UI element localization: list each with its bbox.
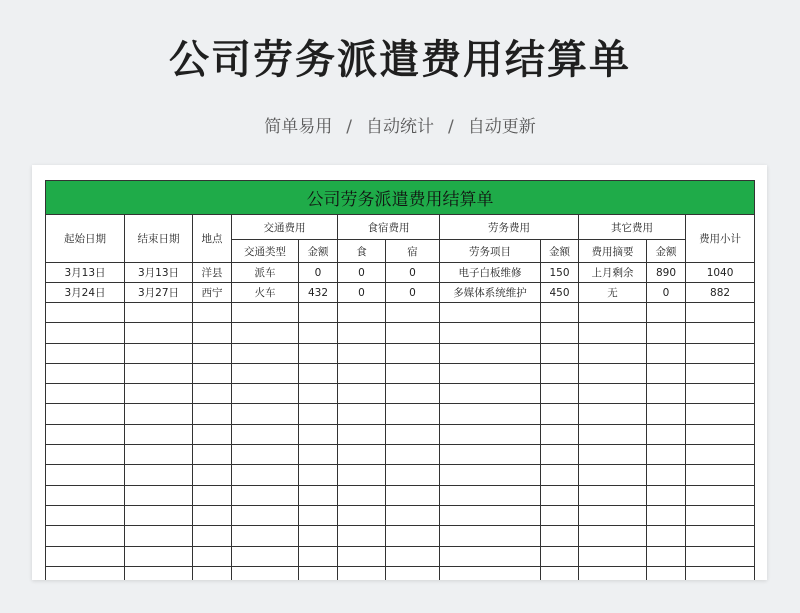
empty-cell[interactable] (440, 485, 541, 505)
empty-cell[interactable] (541, 343, 579, 363)
empty-cell[interactable] (338, 303, 386, 323)
header-transport-type[interactable]: 交通类型 (232, 240, 299, 263)
empty-cell[interactable] (232, 384, 299, 404)
empty-cell[interactable] (686, 526, 755, 546)
empty-cell[interactable] (579, 445, 647, 465)
empty-cell[interactable] (299, 546, 338, 566)
empty-cell[interactable] (299, 363, 338, 383)
empty-cell[interactable] (193, 363, 232, 383)
empty-cell[interactable] (647, 303, 686, 323)
empty-cell[interactable] (232, 526, 299, 546)
empty-cell[interactable] (338, 404, 386, 424)
empty-cell[interactable] (125, 303, 193, 323)
empty-cell[interactable] (386, 485, 440, 505)
cell-start-date[interactable]: 3月13日 (46, 263, 125, 283)
empty-cell[interactable] (125, 566, 193, 580)
empty-cell[interactable] (299, 343, 338, 363)
empty-cell[interactable] (125, 526, 193, 546)
empty-cell[interactable] (193, 343, 232, 363)
empty-cell[interactable] (46, 363, 125, 383)
empty-row (46, 485, 755, 505)
empty-row (46, 424, 755, 444)
header-lodging[interactable]: 宿 (386, 240, 440, 263)
empty-cell[interactable] (686, 404, 755, 424)
empty-cell[interactable] (386, 303, 440, 323)
empty-cell[interactable] (579, 546, 647, 566)
empty-cell[interactable] (647, 485, 686, 505)
empty-cell[interactable] (440, 384, 541, 404)
empty-cell[interactable] (299, 404, 338, 424)
empty-cell[interactable] (579, 363, 647, 383)
header-food[interactable]: 食 (338, 240, 386, 263)
empty-cell[interactable] (579, 526, 647, 546)
empty-cell[interactable] (386, 323, 440, 343)
empty-cell[interactable] (440, 343, 541, 363)
empty-cell[interactable] (46, 323, 125, 343)
header-board-group[interactable]: 食宿费用 (338, 215, 440, 240)
empty-cell[interactable] (299, 465, 338, 485)
header-transport-group[interactable]: 交通费用 (232, 215, 338, 240)
cell-end-date[interactable]: 3月13日 (125, 263, 193, 283)
empty-cell[interactable] (386, 465, 440, 485)
empty-cell[interactable] (541, 303, 579, 323)
empty-cell[interactable] (647, 546, 686, 566)
empty-cell[interactable] (232, 404, 299, 424)
empty-cell[interactable] (299, 526, 338, 546)
empty-cell[interactable] (579, 566, 647, 580)
cell-lodging[interactable]: 0 (386, 283, 440, 303)
empty-row (46, 526, 755, 546)
empty-cell[interactable] (299, 566, 338, 580)
cell-start-date[interactable]: 3月24日 (46, 283, 125, 303)
empty-cell[interactable] (579, 465, 647, 485)
empty-cell[interactable] (386, 343, 440, 363)
empty-cell[interactable] (232, 303, 299, 323)
cell-labor-item[interactable]: 多媒体系统维护 (440, 283, 541, 303)
empty-cell[interactable] (579, 424, 647, 444)
empty-cell[interactable] (338, 363, 386, 383)
empty-row (46, 445, 755, 465)
empty-cell[interactable] (386, 363, 440, 383)
empty-cell[interactable] (338, 384, 386, 404)
empty-cell[interactable] (46, 465, 125, 485)
empty-cell[interactable] (647, 323, 686, 343)
empty-cell[interactable] (647, 526, 686, 546)
cell-food[interactable]: 0 (338, 283, 386, 303)
empty-cell[interactable] (686, 343, 755, 363)
header-location[interactable]: 地点 (193, 215, 232, 263)
empty-cell[interactable] (541, 526, 579, 546)
empty-cell[interactable] (579, 485, 647, 505)
empty-cell[interactable] (686, 465, 755, 485)
empty-cell[interactable] (338, 546, 386, 566)
empty-cell[interactable] (579, 505, 647, 525)
empty-cell[interactable] (541, 485, 579, 505)
cell-labor-item[interactable]: 电子白板维修 (440, 263, 541, 283)
empty-row (46, 465, 755, 485)
empty-cell[interactable] (125, 404, 193, 424)
empty-cell[interactable] (541, 566, 579, 580)
empty-cell[interactable] (299, 485, 338, 505)
empty-cell[interactable] (46, 526, 125, 546)
empty-cell[interactable] (541, 505, 579, 525)
empty-cell[interactable] (386, 424, 440, 444)
empty-cell[interactable] (125, 546, 193, 566)
empty-cell[interactable] (386, 505, 440, 525)
empty-cell[interactable] (193, 384, 232, 404)
empty-cell[interactable] (299, 303, 338, 323)
empty-cell[interactable] (193, 566, 232, 580)
empty-cell[interactable] (193, 445, 232, 465)
cell-transport-amount[interactable]: 0 (299, 263, 338, 283)
empty-cell[interactable] (541, 363, 579, 383)
empty-row (46, 343, 755, 363)
empty-cell[interactable] (193, 404, 232, 424)
empty-cell[interactable] (46, 485, 125, 505)
empty-cell[interactable] (541, 384, 579, 404)
cell-subtotal[interactable]: 1040 (686, 263, 755, 283)
empty-cell[interactable] (541, 546, 579, 566)
cell-end-date[interactable]: 3月27日 (125, 283, 193, 303)
empty-cell[interactable] (440, 363, 541, 383)
empty-cell[interactable] (440, 323, 541, 343)
empty-cell[interactable] (46, 303, 125, 323)
subtitle-easy: 简单易用 (264, 117, 333, 137)
empty-cell[interactable] (125, 343, 193, 363)
empty-cell[interactable] (579, 404, 647, 424)
sheet-title-banner[interactable]: 公司劳务派遣费用结算单 (46, 181, 755, 215)
empty-cell[interactable] (46, 566, 125, 580)
empty-cell[interactable] (125, 424, 193, 444)
empty-cell[interactable] (299, 323, 338, 343)
cell-lodging[interactable]: 0 (386, 263, 440, 283)
empty-cell[interactable] (647, 404, 686, 424)
cell-other-amount[interactable]: 890 (647, 263, 686, 283)
cell-food[interactable]: 0 (338, 263, 386, 283)
empty-cell[interactable] (193, 505, 232, 525)
empty-cell[interactable] (647, 384, 686, 404)
empty-cell[interactable] (299, 445, 338, 465)
cell-other-summary[interactable]: 上月剩余 (579, 263, 647, 283)
empty-cell[interactable] (232, 363, 299, 383)
empty-cell[interactable] (686, 485, 755, 505)
empty-cell[interactable] (386, 526, 440, 546)
empty-cell[interactable] (125, 363, 193, 383)
empty-cell[interactable] (386, 445, 440, 465)
cell-transport-type[interactable]: 火车 (232, 283, 299, 303)
empty-cell[interactable] (46, 424, 125, 444)
empty-cell[interactable] (46, 445, 125, 465)
empty-cell[interactable] (386, 566, 440, 580)
empty-cell[interactable] (299, 384, 338, 404)
empty-cell[interactable] (338, 445, 386, 465)
empty-cell[interactable] (299, 424, 338, 444)
empty-cell[interactable] (686, 505, 755, 525)
empty-cell[interactable] (232, 323, 299, 343)
empty-cell[interactable] (647, 465, 686, 485)
empty-cell[interactable] (686, 546, 755, 566)
header-other-amount[interactable]: 金额 (647, 240, 686, 263)
header-start-date[interactable]: 起始日期 (46, 215, 125, 263)
cell-subtotal[interactable]: 882 (686, 283, 755, 303)
empty-cell[interactable] (338, 465, 386, 485)
empty-cell[interactable] (440, 404, 541, 424)
empty-cell[interactable] (440, 424, 541, 444)
cell-transport-amount[interactable]: 432 (299, 283, 338, 303)
empty-cell[interactable] (541, 404, 579, 424)
empty-row (46, 404, 755, 424)
empty-cell[interactable] (386, 546, 440, 566)
empty-cell[interactable] (440, 465, 541, 485)
empty-row (46, 384, 755, 404)
empty-cell[interactable] (338, 424, 386, 444)
empty-cell[interactable] (440, 526, 541, 546)
empty-cell[interactable] (193, 424, 232, 444)
subtitle-separator: / (346, 117, 352, 137)
header-transport-amount[interactable]: 金额 (299, 240, 338, 263)
empty-cell[interactable] (686, 303, 755, 323)
empty-cell[interactable] (440, 566, 541, 580)
empty-cell[interactable] (232, 485, 299, 505)
empty-cell[interactable] (579, 323, 647, 343)
empty-cell[interactable] (232, 546, 299, 566)
empty-cell[interactable] (647, 424, 686, 444)
empty-cell[interactable] (125, 465, 193, 485)
empty-cell[interactable] (579, 303, 647, 323)
header-end-date[interactable]: 结束日期 (125, 215, 193, 263)
empty-cell[interactable] (232, 424, 299, 444)
empty-cell[interactable] (125, 445, 193, 465)
settlement-table (45, 180, 755, 580)
empty-row (46, 303, 755, 323)
empty-cell[interactable] (46, 384, 125, 404)
empty-cell[interactable] (579, 343, 647, 363)
empty-cell[interactable] (647, 363, 686, 383)
cell-location[interactable]: 洋县 (193, 263, 232, 283)
empty-cell[interactable] (299, 505, 338, 525)
empty-cell[interactable] (686, 323, 755, 343)
empty-cell[interactable] (440, 445, 541, 465)
empty-rows (46, 303, 755, 581)
cell-location[interactable]: 西宁 (193, 283, 232, 303)
header-labor-group[interactable]: 劳务费用 (440, 215, 579, 240)
empty-cell[interactable] (338, 485, 386, 505)
empty-cell[interactable] (440, 505, 541, 525)
empty-cell[interactable] (647, 343, 686, 363)
empty-cell[interactable] (647, 566, 686, 580)
empty-cell[interactable] (686, 445, 755, 465)
empty-cell[interactable] (193, 303, 232, 323)
empty-cell[interactable] (193, 526, 232, 546)
cell-labor-amount[interactable]: 150 (541, 263, 579, 283)
empty-cell[interactable] (647, 505, 686, 525)
empty-cell[interactable] (232, 445, 299, 465)
empty-cell[interactable] (125, 384, 193, 404)
cell-other-summary[interactable]: 无 (579, 283, 647, 303)
empty-row (46, 505, 755, 525)
empty-cell[interactable] (232, 343, 299, 363)
empty-cell[interactable] (232, 505, 299, 525)
empty-cell[interactable] (338, 526, 386, 546)
header-labor-amount[interactable]: 金额 (541, 240, 579, 263)
empty-cell[interactable] (440, 546, 541, 566)
page-title: 公司劳务派遣费用结算单 (169, 37, 631, 83)
empty-cell[interactable] (46, 505, 125, 525)
empty-cell[interactable] (232, 465, 299, 485)
empty-cell[interactable] (193, 323, 232, 343)
empty-cell[interactable] (647, 445, 686, 465)
empty-row (46, 363, 755, 383)
subtitle (0, 112, 800, 137)
spreadsheet-card (32, 165, 767, 580)
empty-cell[interactable] (541, 465, 579, 485)
empty-cell[interactable] (541, 323, 579, 343)
empty-cell[interactable] (579, 384, 647, 404)
cell-transport-type[interactable]: 派车 (232, 263, 299, 283)
header-other-group[interactable]: 其它费用 (579, 215, 686, 240)
empty-cell[interactable] (193, 465, 232, 485)
cell-other-amount[interactable]: 0 (647, 283, 686, 303)
empty-cell[interactable] (125, 323, 193, 343)
empty-cell[interactable] (193, 546, 232, 566)
header-subtotal[interactable]: 费用小计 (686, 215, 755, 263)
empty-row (46, 323, 755, 343)
table-row (46, 263, 755, 283)
empty-cell[interactable] (338, 505, 386, 525)
cell-labor-amount[interactable]: 450 (541, 283, 579, 303)
empty-cell[interactable] (193, 485, 232, 505)
empty-cell[interactable] (686, 363, 755, 383)
empty-cell[interactable] (232, 566, 299, 580)
empty-cell[interactable] (686, 384, 755, 404)
header-other-summary[interactable]: 费用摘要 (579, 240, 647, 263)
empty-cell[interactable] (338, 323, 386, 343)
table-row (46, 283, 755, 303)
empty-cell[interactable] (686, 566, 755, 580)
subtitle-auto-update: 自动更新 (467, 117, 536, 137)
empty-cell[interactable] (541, 445, 579, 465)
empty-cell[interactable] (386, 404, 440, 424)
empty-cell[interactable] (686, 424, 755, 444)
subtitle-auto-stats: 自动统计 (366, 117, 434, 137)
empty-cell[interactable] (46, 546, 125, 566)
empty-cell[interactable] (125, 505, 193, 525)
empty-cell[interactable] (46, 343, 125, 363)
subtitle-separator: / (448, 117, 454, 137)
empty-row (46, 546, 755, 566)
empty-cell[interactable] (386, 384, 440, 404)
empty-cell[interactable] (46, 404, 125, 424)
header-labor-item[interactable]: 劳务项目 (440, 240, 541, 263)
empty-cell[interactable] (125, 485, 193, 505)
empty-cell[interactable] (440, 303, 541, 323)
empty-cell[interactable] (338, 343, 386, 363)
empty-row (46, 566, 755, 580)
empty-cell[interactable] (541, 424, 579, 444)
empty-cell[interactable] (338, 566, 386, 580)
